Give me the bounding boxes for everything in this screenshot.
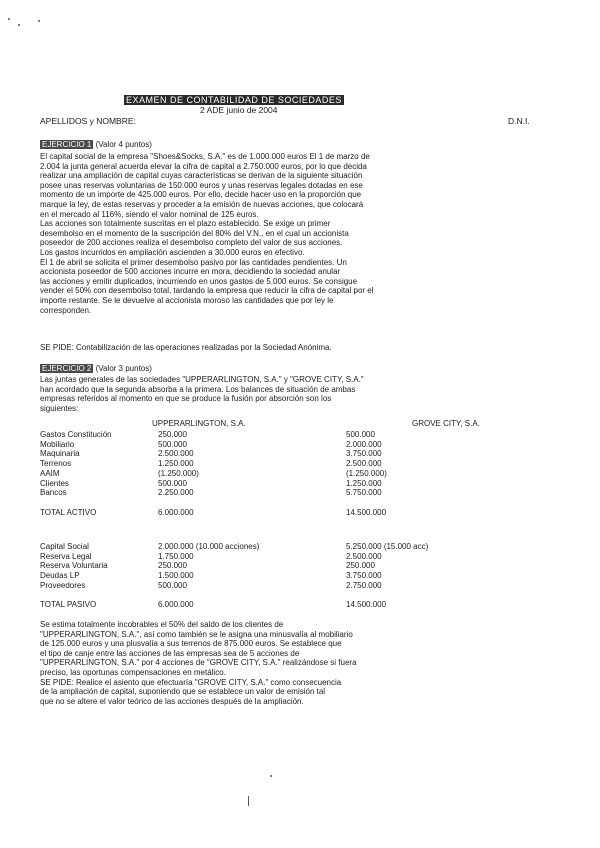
exercise2-heading — [40, 364, 152, 374]
balance-label: TOTAL ACTIVO — [40, 507, 97, 517]
exercise1-line: Las acciones son totalmente suscritas en el plazo establecido. Se exige un primer — [40, 219, 331, 229]
exercise1-line: accionista poseedor de 500 acciones incurre en mora, decidiendo la sociedad anular — [40, 267, 341, 277]
balance-label: Mobiliario — [40, 439, 75, 449]
exercise2-intro-line: Las juntas generales de las sociedades "UPPERARLINGTON, S.A." y "GROVE CITY, S.A." — [40, 375, 364, 384]
exercise1-line: en el mercado al 116%, siendo el valor nominal de 125 euros. — [40, 209, 259, 219]
company-b-value: 2.750.000 — [346, 580, 382, 590]
exercise1-points: (Valor 4 puntos) — [95, 140, 152, 149]
exercise1-line: marque la ley, de estas reservas y proceder a la emisión de nuevas acciones, que colocará — [40, 199, 364, 209]
asset-row — [40, 469, 586, 479]
asset-row — [40, 459, 586, 469]
liability-row — [40, 571, 586, 581]
asset-row — [40, 430, 586, 440]
assets-table — [40, 430, 586, 517]
exercise1-request: SE PIDE: Contabilización de las operaciones realizadas por la Sociedad Anónima. — [40, 343, 332, 352]
exercise2-intro-line: empresas referidos al momento en que se produce la fusión por absorción son los — [40, 394, 332, 404]
scan-speck — [18, 24, 20, 26]
company-b-value: 5.250.000 (15.000 acc) — [346, 542, 429, 551]
company-b-value: (1.250.000) — [346, 468, 387, 478]
exercise2-conditions-line: de 125.000 euros y una plusvalía a sus terrenos de 875.000 euros. Se establece que — [40, 639, 342, 649]
company-b-value: 14.500.000 — [346, 507, 387, 517]
company-a-value: (1.250.000) — [158, 468, 199, 478]
spacer-row — [40, 591, 586, 601]
asset-row — [40, 479, 586, 489]
company-b-value: 3.750.000 — [346, 571, 382, 581]
exam-subtitle: 2 ADE junio de 2004 — [200, 105, 278, 115]
balance-label: Reserva Legal — [40, 551, 92, 561]
balance-label: Bancos — [40, 488, 67, 498]
exercise2-conditions-line: SE PIDE: Realice el asiento que efectuaría "GROVE CITY, S.A." como consecuencia — [40, 677, 342, 687]
balance-label: Capital Social — [40, 542, 89, 551]
dni-field-label: D.N.I. — [508, 116, 530, 126]
balance-label: AAIM — [40, 468, 60, 478]
exercise2-conditions-line: que no se altere el valor teórico de las acciones después de la ampliación. — [40, 696, 304, 706]
company-a-value: 2.250.000 — [158, 488, 194, 498]
exercise2-conditions-line: el tipo de canje entre las acciones de las empresas sea de 5 acciones de — [40, 648, 300, 658]
company-a-value: 1.500.000 — [158, 571, 194, 581]
company-b-value: 500.000 — [346, 430, 375, 439]
total-assets-row — [40, 508, 586, 518]
exercise2-title: EJERCICIO 2 — [42, 364, 92, 373]
exercise2-conditions-line: "UPPERARLINGTON, S.A.", así como también se le asigna una minusvalía al mobiliario — [40, 629, 353, 639]
exercise2-conditions-line: preciso, las oportunas compensaciones en metálico. — [40, 667, 226, 677]
company-a-value: 1.250.000 — [158, 459, 194, 469]
exercise2-conditions — [40, 620, 576, 706]
balance-label: Reserva Voluntaria — [40, 561, 108, 571]
company-b-value: 5.750.000 — [346, 488, 382, 498]
exercise1-line: vender el 50% con desembolso total, tardando la empresa que reducir la cifra de capital por el — [40, 286, 374, 296]
liability-row — [40, 542, 586, 552]
exercise2-intro-line: han acordado que la segunda absorba a la primera. Los balances de situación de ambas — [40, 384, 356, 394]
company-a-value: 2.000.000 (10.000 acciones) — [158, 542, 260, 551]
exercise1-line: realizar una ampliación de capital cuyas características se derivan de la siguiente situación — [40, 171, 363, 181]
exercise2-intro — [40, 375, 576, 413]
balance-label: Maquinaria — [40, 449, 80, 459]
asset-row — [40, 440, 586, 450]
company-b-value: 1.250.000 — [346, 478, 382, 488]
liability-row — [40, 552, 586, 562]
company-a-value: 500.000 — [158, 439, 187, 449]
exercise1-line: posee unas reservas voluntarias de 150.000 euros y unas reservas legales dotadas en ese — [40, 180, 363, 190]
exercise1-line: poseedor de 200 acciones realiza el desembolso completo del valor de sus acciones. — [40, 238, 343, 248]
company-b-value: 3.750.000 — [346, 449, 382, 459]
company-b-value: 2.000.000 — [346, 439, 382, 449]
company-a-value: 500.000 — [158, 478, 187, 488]
exercise1-line: las acciones y emitir duplicados, incurriendo en unos gastos de 5.000 euros. Se consigue — [40, 276, 358, 286]
exercise1-line: El capital social de la empresa "Shoes&Socks, S.A." es de 1.000.000 euros El 1 de marzo de — [40, 152, 370, 161]
exercise1-line: 2.004 la junta general acuerda elevar la cifra de capital a 2.750.000 euros, por lo que decida — [40, 161, 367, 171]
exercise1-line: momento de un importe de 425.000 euros. Por ello, decide hacer uso en la proporción que — [40, 190, 362, 200]
asset-row — [40, 488, 586, 498]
exercise1-statement — [40, 152, 576, 315]
company-a-value: 6.000.000 — [158, 600, 194, 610]
company-a-header: UPPERARLINGTON, S.A. — [152, 419, 246, 428]
asset-row — [40, 449, 586, 459]
exercise2-points: (Valor 3 puntos) — [95, 364, 152, 373]
scan-speck — [8, 18, 10, 20]
exercise1-line: desembolso en el momento de la suscripción del 80% del V.N., en el cual un accionista — [40, 228, 349, 238]
exam-title: EXAMEN DE CONTABILIDAD DE SOCIEDADES — [126, 95, 342, 105]
exercise2-intro-line: siguientes: — [40, 403, 79, 413]
exercise1-line: El 1 de abril se solicita el primer desembolso pasivo por las cantidades pendientes. Un — [40, 257, 347, 267]
company-b-value: 250.000 — [346, 561, 375, 571]
company-a-value: 2.500.000 — [158, 449, 194, 459]
exercise1-line: Los gastos incurridos en ampliación ascienden a 30.000 euros en efectivo. — [40, 247, 305, 257]
scan-speck — [38, 20, 40, 22]
company-b-header: GROVE CITY, S.A. — [412, 419, 480, 428]
liabilities-table — [40, 542, 586, 610]
scan-speck — [248, 796, 249, 806]
company-a-value: 250.000 — [158, 561, 187, 571]
liability-row — [40, 581, 586, 591]
exercise2-conditions-line: "UPPERARLINGTON, S.A." por 4 acciones de "GROVE CITY, S.A." realizándose si fuera — [40, 658, 357, 668]
balance-label: Proveedores — [40, 580, 86, 590]
balance-label: TOTAL PASIVO — [40, 600, 97, 610]
balance-label: Deudas LP — [40, 571, 80, 581]
company-a-value: 500.000 — [158, 580, 187, 590]
balance-label: Terrenos — [40, 459, 72, 469]
exercise2-conditions-line: Se estima totalmente incobrables el 50% del saldo de los clientes de — [40, 620, 284, 629]
exercise1-line: importe restante. Se le devuelve al accionista moroso las cantidades que por ley le — [40, 295, 334, 305]
company-b-value: 14.500.000 — [346, 600, 387, 610]
balance-label: Gastos Constitución — [40, 430, 112, 439]
company-a-value: 6.000.000 — [158, 507, 194, 517]
name-field-label: APELLIDOS y NOMBRE: — [40, 116, 136, 126]
exercise1-heading — [40, 140, 152, 150]
exercise1-title: EJERCICIO 1 — [42, 140, 92, 149]
exercise1-line: corresponden. — [40, 305, 92, 315]
exercise2-conditions-line: de la ampliación de capital, suponiendo que se establece un valor de emisión tal — [40, 687, 326, 697]
spacer-row — [40, 498, 586, 508]
company-a-value: 250.000 — [158, 430, 187, 439]
scan-speck — [270, 775, 272, 777]
company-b-value: 2.500.000 — [346, 459, 382, 469]
liability-row — [40, 561, 586, 571]
balance-label: Clientes — [40, 478, 69, 488]
company-b-value: 2.500.000 — [346, 551, 382, 561]
company-a-value: 1.750.000 — [158, 551, 194, 561]
total-liabilities-row — [40, 600, 586, 610]
